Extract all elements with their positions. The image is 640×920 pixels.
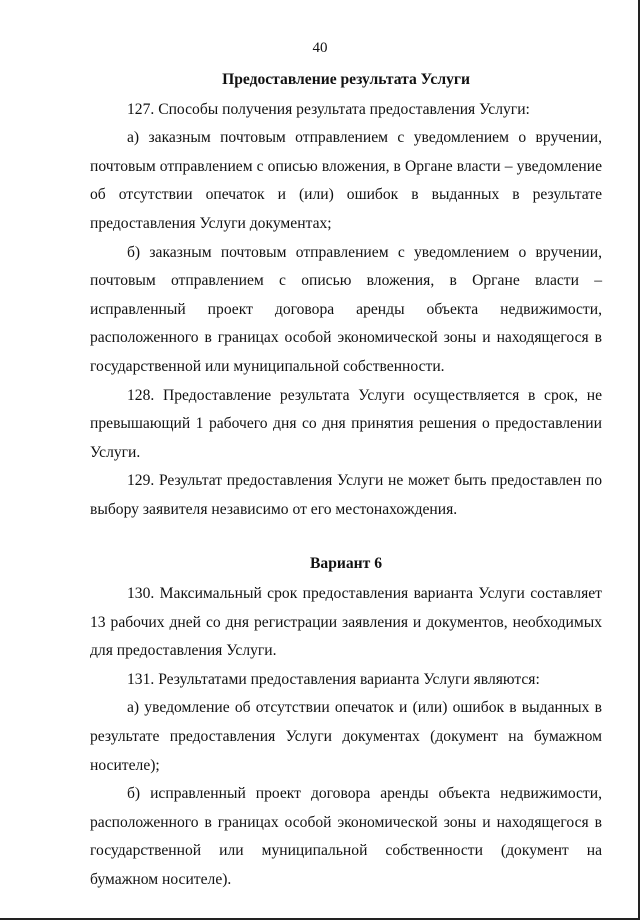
section-heading-result: Предоставление результата Услуги [222,71,470,88]
paragraph-127: 127. Способы получения результата предоставления Услуги: [127,100,530,118]
paragraph-131: 131. Результатами предоставления варианта Услуги являются: [127,670,540,688]
paragraph-130: 130. Максимальный срок предоставления варианта Услуги составляет 13 рабочих дней со дня регистрации заявления и документов, необходимых для предоставления Услуги. [90,585,602,660]
document-body [90,66,602,895]
paragraph-131-a: а) уведомление об отсутствии опечаток и (или) ошибок в выданных в результате предоставления Услуги документах (документ на бумажном носителе); [90,699,602,774]
page-number: 40 [312,40,328,56]
paragraph-131-b: б) исправленный проект договора аренды объекта недвижимости, расположенного в границах особой экономической зоны и находящегося в государственной или муниципальной собственности (документ на бумажном носителе). [90,785,602,889]
section-heading-variant-6: Вариант 6 [310,554,382,572]
paragraph-127-a: а) заказным почтовым отправлением с уведомлением о вручении, почтовым отправлением с описью вложения, в Органе власти – уведомление об отсутствии опечаток и (или) ошибок в выданных в результате предоставления Услуги документах; [90,129,602,232]
paragraph-128: 128. Предоставление результата Услуги осуществляется в срок, не превышающий 1 рабочего дня со дня принятия решения о предоставлении Услуги. [90,386,602,461]
paragraph-127-b: б) заказным почтовым отправлением с уведомлением о вручении, почтовым отправлением с описью вложения, в Органе власти – исправленный проект договора аренды объекта недвижимости, расположенного в границах особой экономической зоны и находящегося в государственной или муниципальной собственности. [90,243,602,375]
paragraph-129: 129. Результат предоставления Услуги не может быть предоставлен по выбору заявителя независимо от его местонахождения. [90,472,602,518]
